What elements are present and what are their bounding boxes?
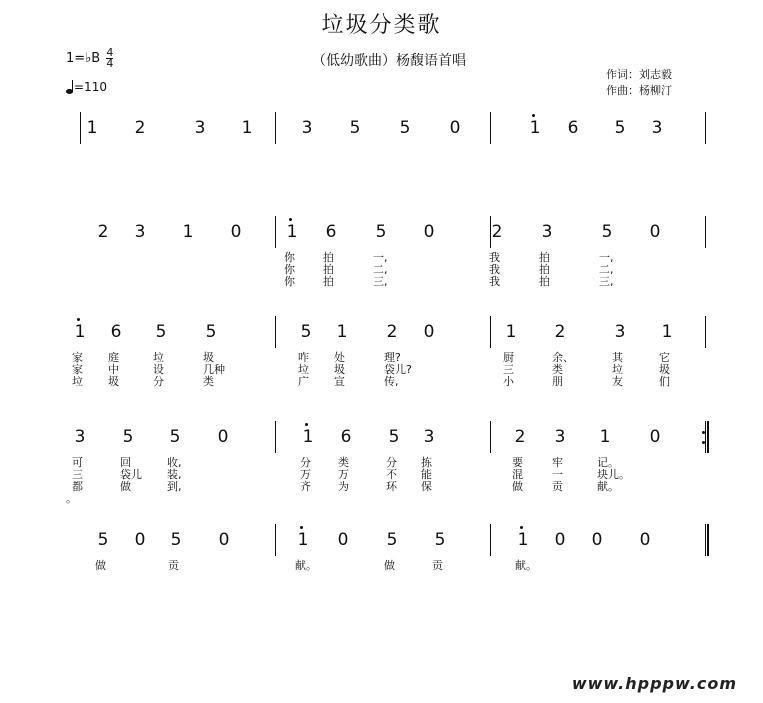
lyric: 中 bbox=[108, 363, 119, 376]
note: 3 bbox=[541, 222, 553, 242]
note: 0 bbox=[639, 530, 651, 550]
bar-line bbox=[275, 112, 276, 144]
lyric: 们 bbox=[659, 375, 670, 388]
lyric: 二, bbox=[599, 263, 614, 276]
note: 5 bbox=[155, 322, 167, 342]
lyric: 做 bbox=[120, 480, 131, 493]
lyric: 拍 bbox=[539, 251, 550, 264]
lyric: 理? bbox=[384, 351, 401, 364]
note: 1 bbox=[241, 118, 253, 138]
lyric: 三, bbox=[373, 275, 388, 288]
lyric: 分 bbox=[300, 456, 311, 469]
lyric: 三 bbox=[503, 363, 514, 376]
lyric: 垃 bbox=[72, 375, 83, 388]
lyric: 友 bbox=[612, 375, 623, 388]
bar-line bbox=[705, 316, 706, 348]
lyric: 收, bbox=[167, 456, 182, 469]
note: 1 bbox=[86, 118, 98, 138]
lyric: 拍 bbox=[323, 263, 334, 276]
site-watermark: www.hpppw.com bbox=[571, 674, 737, 693]
note: 1 bbox=[286, 222, 298, 242]
lyric: 分 bbox=[153, 375, 164, 388]
bar-line bbox=[490, 112, 491, 144]
lyric: 小 bbox=[503, 375, 514, 388]
lyric: 类 bbox=[552, 363, 563, 376]
lyric: 记。 bbox=[597, 456, 619, 469]
bar-line bbox=[275, 524, 276, 556]
lyric: 拍 bbox=[539, 275, 550, 288]
lyric: 家 bbox=[72, 351, 83, 364]
lyric: 你 bbox=[284, 263, 295, 276]
note: 5 bbox=[375, 222, 387, 242]
note: 5 bbox=[386, 530, 398, 550]
lyric: 三 bbox=[72, 468, 83, 481]
tempo-marking bbox=[66, 80, 107, 94]
note: 1 bbox=[599, 427, 611, 447]
note: 1 bbox=[661, 322, 673, 342]
bar-line bbox=[275, 421, 276, 453]
note: 5 bbox=[205, 322, 217, 342]
note: 5 bbox=[97, 530, 109, 550]
lyric: 块儿。 bbox=[597, 468, 630, 481]
lyric: 能 bbox=[421, 468, 432, 481]
lyric: 贡 bbox=[432, 559, 443, 572]
lyric: 余、 bbox=[552, 351, 574, 364]
note: 0 bbox=[423, 222, 435, 242]
lyric: 装, bbox=[167, 468, 182, 481]
lyric: 它 bbox=[659, 351, 670, 364]
lyric: 厨 bbox=[503, 351, 514, 364]
lyric: 垃 bbox=[153, 351, 164, 364]
lyric: 。 bbox=[66, 492, 77, 505]
lyric: 圾 bbox=[659, 363, 670, 376]
note: 6 bbox=[340, 427, 352, 447]
key-label: 1=♭B bbox=[66, 51, 101, 66]
note: 5 bbox=[601, 222, 613, 242]
lyric: 不 bbox=[386, 468, 397, 481]
lyric: 广 bbox=[298, 375, 309, 388]
lyric: 献。 bbox=[515, 559, 537, 572]
note: 3 bbox=[134, 222, 146, 242]
lyric: 袋儿 bbox=[120, 468, 142, 481]
lyric: 圾 bbox=[334, 363, 345, 376]
lyric: 我 bbox=[489, 275, 500, 288]
lyric: 三, bbox=[599, 275, 614, 288]
note: 3 bbox=[301, 118, 313, 138]
lyric: 万 bbox=[338, 468, 349, 481]
lyric: 做 bbox=[512, 480, 523, 493]
note: 2 bbox=[491, 222, 503, 242]
lyric: 回 bbox=[120, 456, 131, 469]
note: 3 bbox=[423, 427, 435, 447]
lyric: 为 bbox=[338, 480, 349, 493]
bar-line bbox=[275, 316, 276, 348]
note: 0 bbox=[134, 530, 146, 550]
bar-line bbox=[490, 524, 491, 556]
lyric: 设 bbox=[153, 363, 164, 376]
note: 1 bbox=[74, 322, 86, 342]
note: 3 bbox=[74, 427, 86, 447]
note: 0 bbox=[554, 530, 566, 550]
note: 1 bbox=[297, 530, 309, 550]
lyric: 朋 bbox=[552, 375, 563, 388]
note: 0 bbox=[217, 427, 229, 447]
note: 2 bbox=[97, 222, 109, 242]
note: 2 bbox=[514, 427, 526, 447]
lyric: 我 bbox=[489, 251, 500, 264]
repeat-bar bbox=[707, 421, 709, 453]
lyric: 牢 bbox=[552, 456, 563, 469]
note: 0 bbox=[649, 222, 661, 242]
lyric: 咋 bbox=[298, 351, 309, 364]
note: 0 bbox=[449, 118, 461, 138]
repeat-dot bbox=[702, 441, 705, 444]
composer-credit: 作曲：杨柳汀 bbox=[606, 84, 672, 97]
time-signature bbox=[106, 48, 113, 69]
note: 6 bbox=[110, 322, 122, 342]
note: 0 bbox=[591, 530, 603, 550]
bar-line bbox=[705, 112, 706, 144]
note: 1 bbox=[517, 530, 529, 550]
lyric: 混 bbox=[512, 468, 523, 481]
note: 6 bbox=[567, 118, 579, 138]
bar-line bbox=[705, 524, 706, 556]
note: 2 bbox=[554, 322, 566, 342]
lyric: 垃 bbox=[298, 363, 309, 376]
lyric: 圾 bbox=[203, 351, 214, 364]
lyric: 献。 bbox=[295, 559, 317, 572]
note: 0 bbox=[230, 222, 242, 242]
lyric: 一 bbox=[552, 468, 563, 481]
lyric: 都 bbox=[72, 480, 83, 493]
lyric: 做 bbox=[384, 559, 395, 572]
lyric: 可 bbox=[72, 456, 83, 469]
lyric: 一, bbox=[373, 251, 388, 264]
note: 3 bbox=[194, 118, 206, 138]
bar-line bbox=[705, 216, 706, 248]
bar-line bbox=[490, 216, 491, 248]
lyric: 传, bbox=[384, 375, 399, 388]
note: 5 bbox=[169, 427, 181, 447]
note: 2 bbox=[386, 322, 398, 342]
lyric: 拍 bbox=[323, 251, 334, 264]
lyric: 贡 bbox=[552, 480, 563, 493]
lyric: 万 bbox=[300, 468, 311, 481]
tempo-value: =110 bbox=[74, 80, 107, 94]
lyric: 家 bbox=[72, 363, 83, 376]
lyric: 贡 bbox=[168, 559, 179, 572]
note: 0 bbox=[649, 427, 661, 447]
note: 5 bbox=[170, 530, 182, 550]
note: 3 bbox=[614, 322, 626, 342]
note: 5 bbox=[349, 118, 361, 138]
note: 2 bbox=[134, 118, 146, 138]
bar-line bbox=[490, 421, 491, 453]
repeat-dot bbox=[702, 431, 705, 434]
note: 5 bbox=[434, 530, 446, 550]
note: 3 bbox=[651, 118, 663, 138]
time-signature-top: 4 bbox=[106, 46, 114, 59]
note: 1 bbox=[302, 427, 314, 447]
note: 0 bbox=[337, 530, 349, 550]
lyric: 做 bbox=[95, 559, 106, 572]
note: 6 bbox=[325, 222, 337, 242]
lyric: 拍 bbox=[323, 275, 334, 288]
lyric: 环 bbox=[386, 480, 397, 493]
lyric: 要 bbox=[512, 456, 523, 469]
bar-line bbox=[80, 112, 81, 144]
note: 1 bbox=[336, 322, 348, 342]
lyric: 拍 bbox=[539, 263, 550, 276]
note: 5 bbox=[388, 427, 400, 447]
lyric: 类 bbox=[338, 456, 349, 469]
lyric: 一, bbox=[599, 251, 614, 264]
lyric: 庭 bbox=[108, 351, 119, 364]
note: 5 bbox=[614, 118, 626, 138]
note: 1 bbox=[529, 118, 541, 138]
note: 5 bbox=[399, 118, 411, 138]
lyric: 齐 bbox=[300, 480, 311, 493]
key-signature bbox=[66, 48, 113, 69]
lyric: 分 bbox=[386, 456, 397, 469]
song-subtitle: （低幼歌曲）杨馥语首唱 bbox=[312, 53, 466, 69]
note: 5 bbox=[300, 322, 312, 342]
lyric: 拣 bbox=[421, 456, 432, 469]
lyric: 献。 bbox=[597, 480, 619, 493]
lyric: 宣 bbox=[334, 375, 345, 388]
lyric: 垃 bbox=[612, 363, 623, 376]
bar-line bbox=[705, 421, 706, 453]
note: 3 bbox=[554, 427, 566, 447]
lyric: 处 bbox=[334, 351, 345, 364]
quarter-note-icon bbox=[66, 81, 74, 94]
time-signature-bottom: 4 bbox=[106, 57, 114, 70]
lyric: 几种 bbox=[203, 363, 225, 376]
lyric: 类 bbox=[203, 375, 214, 388]
bar-line bbox=[490, 316, 491, 348]
lyricist-credit: 作词：刘志毅 bbox=[606, 68, 672, 81]
song-title: 垃圾分类歌 bbox=[321, 13, 442, 38]
lyric: 我 bbox=[489, 263, 500, 276]
lyric: 你 bbox=[284, 251, 295, 264]
final-bar bbox=[707, 524, 709, 556]
note: 0 bbox=[218, 530, 230, 550]
lyric: 你 bbox=[284, 275, 295, 288]
note: 1 bbox=[505, 322, 517, 342]
note: 1 bbox=[182, 222, 194, 242]
lyric: 保 bbox=[421, 480, 432, 493]
lyric: 到, bbox=[167, 480, 182, 493]
lyric: 其 bbox=[612, 351, 623, 364]
lyric: 二, bbox=[373, 263, 388, 276]
bar-line bbox=[275, 216, 276, 248]
lyric: 袋儿? bbox=[384, 363, 412, 376]
note: 5 bbox=[122, 427, 134, 447]
note: 0 bbox=[423, 322, 435, 342]
lyric: 圾 bbox=[108, 375, 119, 388]
